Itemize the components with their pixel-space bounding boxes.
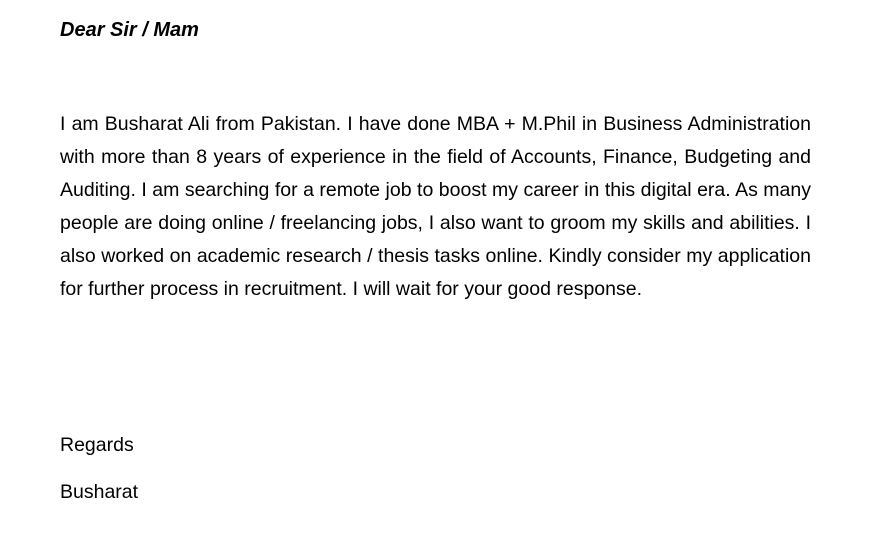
salutation: Dear Sir / Mam [60,19,199,41]
letter-body: I am Busharat Ali from Pakistan. I have done MBA + M.Phil in Business Administration with more than 8 years of experience in the field of Accounts, Finance, Budgeting and Auditing. I am searching for a remote job to boost my career in this digital era. As many people are doing online / freelancing jobs, I also want to groom my skills and abilities. I also worked on academic research / thesis tasks online. Kindly consider my application for further process in recruitment. I will wait for your good response. [60,113,811,300]
closing: Regards [60,434,134,456]
signature: Busharat [60,481,139,503]
